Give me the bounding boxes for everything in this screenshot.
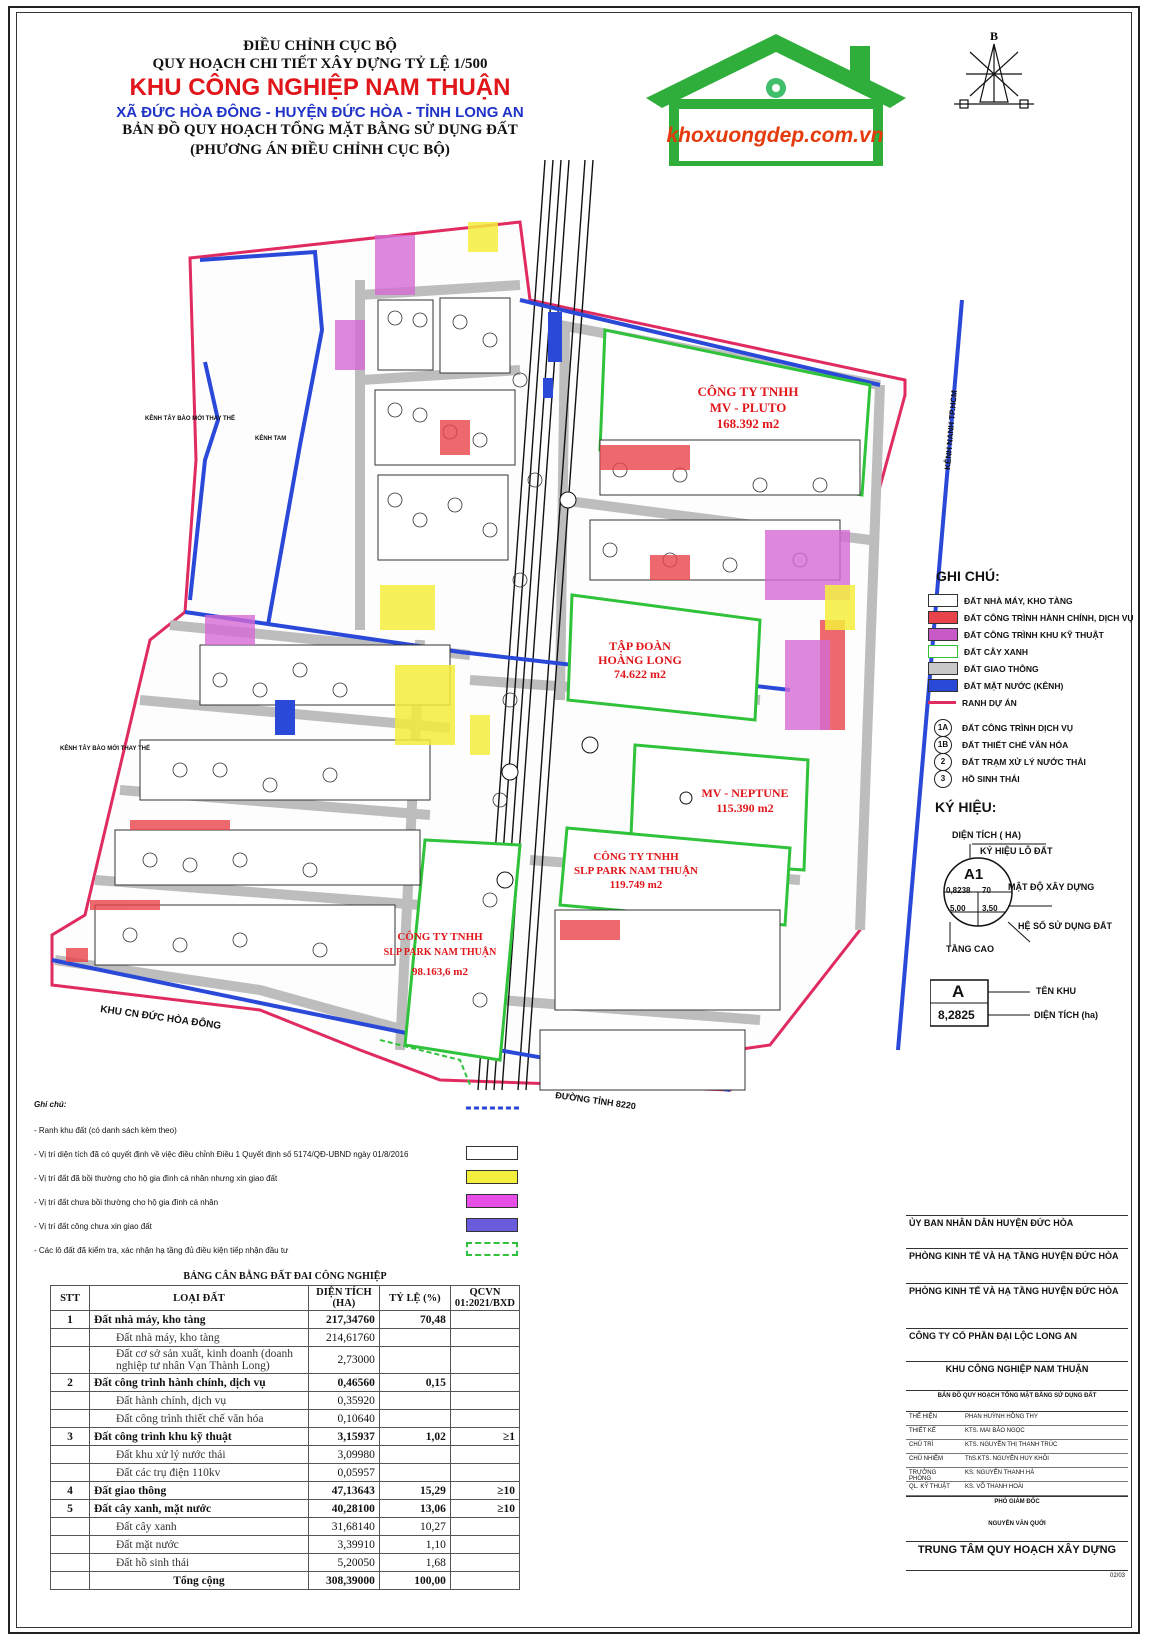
- row-ratio: 15,29: [379, 1482, 450, 1500]
- row-ratio: 13,06: [379, 1500, 450, 1518]
- review-org-2: PHÒNG KINH TẾ VÀ HẠ TẦNG HUYỆN ĐỨC HÒA: [909, 1286, 1119, 1296]
- row-stt: 2: [51, 1374, 90, 1392]
- row-stt: [51, 1572, 90, 1590]
- kyhieu-density-value: 70: [982, 886, 991, 895]
- table-row: [51, 1464, 520, 1482]
- kyhieu-area-label: DIỆN TÍCH ( HA): [952, 830, 1021, 840]
- agency-name: TRUNG TÂM QUY HOẠCH XÂY DỰNG: [917, 1544, 1117, 1556]
- director-name: NGUYỄN VĂN QUỚI: [988, 1521, 1046, 1527]
- signature-role: THIẾT KẾ: [906, 1426, 962, 1440]
- title-line-1: ĐIỀU CHỈNH CỤC BỘ: [243, 38, 397, 54]
- legend-symbol: 3 HỒ SINH THÁI: [928, 770, 1138, 787]
- row-stt: 4: [51, 1482, 90, 1500]
- table-header: QCVN 01:2021/BXD: [450, 1286, 519, 1311]
- table-row: [51, 1554, 520, 1572]
- row-stt: [51, 1518, 90, 1536]
- row-ratio: [379, 1446, 450, 1464]
- note-item: - Các lô đất đã kiểm tra, xác nhận hạ tầng đủ điều kiện tiếp nhận đầu tư: [34, 1246, 289, 1255]
- table-row: [51, 1536, 520, 1554]
- row-qcvn: [450, 1329, 519, 1347]
- parcel-3-sub: MV - NEPTUNE: [701, 786, 789, 800]
- review-org-1: PHÒNG KINH TẾ VÀ HẠ TẦNG HUYỆN ĐỨC HÒA: [909, 1251, 1119, 1261]
- legend-item: ĐẤT CÂY XANH: [928, 643, 1138, 660]
- row-area: 47,13643: [308, 1482, 379, 1500]
- project-title: KHU CÔNG NGHIỆP NAM THUẬN: [129, 74, 511, 101]
- kyhieu-density-label: MẬT ĐỘ XÂY DỰNG: [1008, 882, 1095, 892]
- kyhieu-lot-code: A1: [964, 866, 984, 883]
- signature-person: KS. NGUYỄN THANH HÀ: [962, 1468, 1128, 1482]
- table-caption: BẢNG CÂN BẰNG ĐẤT ĐAI CÔNG NGHIỆP: [183, 1271, 387, 1282]
- legend: [928, 568, 1138, 787]
- note-swatch: [466, 1194, 518, 1208]
- table-header: TỶ LỆ (%): [379, 1286, 450, 1311]
- row-area: 31,68140: [308, 1518, 379, 1536]
- table-row: [51, 1392, 520, 1410]
- kyhieu-area-value: 0,8238: [946, 886, 971, 895]
- legend-item: ĐẤT CÔNG TRÌNH HÀNH CHÍNH, DỊCH VỤ: [928, 609, 1138, 626]
- row-stt: [51, 1410, 90, 1428]
- table-row: [51, 1572, 520, 1590]
- row-area: 0,10640: [308, 1410, 379, 1428]
- legend-item: ĐẤT GIAO THÔNG: [928, 660, 1138, 677]
- kyhieu-far-label: HỆ SỐ SỬ DỤNG ĐẤT: [1018, 921, 1112, 931]
- canal-left-label-2: KÊNH TÂY BÀO MỚI THAY THẾ: [60, 746, 151, 752]
- sheet-number: 02/03: [1109, 1573, 1125, 1579]
- row-stt: [51, 1554, 90, 1572]
- row-name: Đất mặt nước: [90, 1536, 309, 1554]
- note-swatch: [466, 1218, 518, 1232]
- row-ratio: 100,00: [379, 1572, 450, 1590]
- row-area: 5,20050: [308, 1554, 379, 1572]
- zone-area-label: DIỆN TÍCH (ha): [1034, 1010, 1098, 1020]
- table-header: LOẠI ĐẤT: [90, 1286, 309, 1311]
- zone-code: A: [952, 982, 965, 1001]
- parcel-4-name: CÔNG TY TNHH: [593, 851, 679, 863]
- row-stt: [51, 1347, 90, 1374]
- note-item: - Vị trí đất đã bồi thường cho hộ gia đình cá nhân nhưng xin giao đất: [34, 1174, 278, 1183]
- watermark-text: khoxuongdep.com.vn: [666, 124, 884, 147]
- note-swatch: [466, 1146, 518, 1160]
- signature-person: ThS.KTS. NGUYỄN HUY KHÔI: [962, 1454, 1128, 1468]
- row-area: 40,28100: [308, 1500, 379, 1518]
- table-row: [51, 1428, 520, 1446]
- signature-role: TRƯỞNG PHÒNG: [906, 1468, 962, 1482]
- legend-symbol: 1A ĐẤT CÔNG TRÌNH DỊCH VỤ: [928, 719, 1138, 736]
- row-name: Đất hồ sinh thái: [90, 1554, 309, 1572]
- row-ratio: [379, 1347, 450, 1374]
- row-name: Đất nhà máy, kho tàng: [90, 1311, 309, 1329]
- row-area: 0,05957: [308, 1464, 379, 1482]
- table-row: [51, 1500, 520, 1518]
- row-ratio: 1,10: [379, 1536, 450, 1554]
- table-row: [51, 1410, 520, 1428]
- row-stt: [51, 1536, 90, 1554]
- row-qcvn: ≥1: [450, 1428, 519, 1446]
- legend-item: ĐẤT MẶT NƯỚC (KÊNH): [928, 677, 1138, 694]
- tb-drawing: BẢN ĐỒ QUY HOẠCH TỔNG MẶT BẰNG SỬ DỤNG ĐẤT: [937, 1393, 1097, 1399]
- row-name: Đất công trình hành chính, dịch vụ: [90, 1374, 309, 1392]
- legend-title: GHI CHÚ:: [936, 568, 1000, 584]
- row-stt: [51, 1329, 90, 1347]
- row-ratio: [379, 1392, 450, 1410]
- right-canal-label: KÊNH NANH TP.HCM: [943, 389, 959, 471]
- canal-left-label-1: KÊNH TÂY BÀO MỚI THAY THẾ: [145, 416, 236, 422]
- kyhieu-floors-label: TẦNG CAO: [946, 944, 994, 954]
- title-line-2: QUY HOẠCH CHI TIẾT XÂY DỰNG TỶ LỆ 1/500: [152, 56, 488, 72]
- row-name: Đất nhà máy, kho tàng: [90, 1329, 309, 1347]
- kyhieu-title: KÝ HIỆU:: [935, 799, 997, 815]
- row-name: Tổng cộng: [90, 1572, 309, 1590]
- row-area: 0,46560: [308, 1374, 379, 1392]
- note-item: - Vị trí đất chưa bồi thường cho hộ gia đình cá nhân: [34, 1198, 219, 1207]
- note-item: - Ranh khu đất (có danh sách kèm theo): [34, 1126, 177, 1135]
- row-name: Đất cây xanh: [90, 1518, 309, 1536]
- note-item: - Vị trí diện tích đã có quyết định về việc điều chỉnh Điều 1 Quyết định số 5174/QĐ-UBND ngày 01/8/2016: [34, 1150, 409, 1159]
- map-title: BẢN ĐỒ QUY HOẠCH TỔNG MẶT BẰNG SỬ DỤNG ĐẤT: [122, 122, 518, 138]
- signature-person: KS. VÕ THANH HOÀI: [962, 1482, 1128, 1496]
- canal-mid-label: KÊNH TAM: [255, 436, 287, 442]
- director-title: PHÓ GIÁM ĐỐC: [994, 1499, 1040, 1505]
- row-name: Đất công trình khu kỹ thuật: [90, 1428, 309, 1446]
- map-subtitle: (PHƯƠNG ÁN ĐIỀU CHỈNH CỤC BỘ): [190, 142, 450, 158]
- investor: CÔNG TY CỔ PHẦN ĐẠI LỘC LONG AN: [909, 1331, 1078, 1341]
- row-qcvn: [450, 1311, 519, 1329]
- kyhieu-lot-label: KÝ HIỆU LÔ ĐẤT: [980, 846, 1053, 856]
- row-stt: 1: [51, 1311, 90, 1329]
- legend-symbol: 2 ĐẤT TRẠM XỬ LÝ NƯỚC THẢI: [928, 753, 1138, 770]
- row-ratio: [379, 1329, 450, 1347]
- parcel-2-area: 74.622 m2: [614, 667, 666, 681]
- kyhieu-far-value: 3,50: [982, 904, 998, 913]
- row-ratio: 1,02: [379, 1428, 450, 1446]
- row-qcvn: [450, 1572, 519, 1590]
- row-ratio: [379, 1410, 450, 1428]
- parcel-5-name: CÔNG TY TNHH: [397, 931, 483, 943]
- table-row: [51, 1446, 520, 1464]
- row-stt: [51, 1446, 90, 1464]
- table-row: [51, 1311, 520, 1329]
- signature-role: QL. KỸ THUẬT: [906, 1482, 962, 1496]
- row-qcvn: [450, 1518, 519, 1536]
- table-header: STT: [51, 1286, 90, 1311]
- row-ratio: 0,15: [379, 1374, 450, 1392]
- row-name: Đất khu xử lý nước thải: [90, 1446, 309, 1464]
- legend-symbol: 1B ĐẤT THIẾT CHẾ VĂN HÓA: [928, 736, 1138, 753]
- row-qcvn: [450, 1392, 519, 1410]
- row-ratio: 70,48: [379, 1311, 450, 1329]
- legend-item: RANH DỰ ÁN: [928, 694, 1138, 711]
- signature-role: CHỦ NHIỆM: [906, 1454, 962, 1468]
- row-name: Đất giao thông: [90, 1482, 309, 1500]
- row-stt: 5: [51, 1500, 90, 1518]
- row-stt: 3: [51, 1428, 90, 1446]
- approve-org: ỦY BAN NHÂN DÂN HUYỆN ĐỨC HÒA: [909, 1218, 1074, 1228]
- parcel-1-name: CÔNG TY TNHH: [697, 384, 799, 399]
- table-row: [51, 1329, 520, 1347]
- row-area: 3,15937: [308, 1428, 379, 1446]
- row-qcvn: ≥10: [450, 1482, 519, 1500]
- row-area: 217,34760: [308, 1311, 379, 1329]
- row-name: Đất hành chính, dịch vụ: [90, 1392, 309, 1410]
- row-name: Đất các trụ điện 110kv: [90, 1464, 309, 1482]
- svg-text:B: B: [990, 29, 999, 43]
- title-block: [906, 1215, 1128, 1587]
- signature-person: KTS. MAI BẢO NGỌC: [962, 1426, 1128, 1440]
- land-balance-table: [50, 1268, 520, 1590]
- row-stt: [51, 1464, 90, 1482]
- row-area: 0,35920: [308, 1392, 379, 1410]
- row-area: 308,39000: [308, 1572, 379, 1590]
- road-8220-label: ĐƯỜNG TỈNH 8220: [554, 1090, 637, 1112]
- row-qcvn: ≥10: [450, 1500, 519, 1518]
- parcel-4-sub: SLP PARK NAM THUẬN: [574, 865, 698, 877]
- notes-title: Ghi chú:: [34, 1100, 67, 1109]
- parcel-2-sub: HOÀNG LONG: [598, 653, 682, 667]
- row-qcvn: [450, 1554, 519, 1572]
- signature-person: PHAN HUỲNH HỒNG THY: [962, 1412, 1128, 1426]
- parcel-4-area: 119.749 m2: [609, 879, 663, 891]
- row-name: Đất cây xanh, mặt nước: [90, 1500, 309, 1518]
- kyhieu-floor-value: 5,00: [950, 904, 966, 913]
- row-qcvn: [450, 1410, 519, 1428]
- parcel-2-name: TẬP ĐOÀN: [609, 639, 671, 653]
- parcel-1-area: 168.392 m2: [716, 416, 780, 431]
- zone-label: TÊN KHU: [1036, 986, 1076, 996]
- row-name: Đất cơ sở sản xuất, kinh doanh (doanh nghiệp tư nhân Vạn Thành Long): [90, 1347, 309, 1374]
- parcel-1-sub: MV - PLUTO: [709, 400, 787, 415]
- row-qcvn: [450, 1446, 519, 1464]
- table-row: [51, 1347, 520, 1374]
- parcel-5-area: 98.163,6 m2: [412, 966, 468, 978]
- tb-project: KHU CÔNG NGHIỆP NAM THUẬN: [945, 1364, 1089, 1374]
- legend-item: ĐẤT CÔNG TRÌNH KHU KỸ THUẬT: [928, 626, 1138, 643]
- row-ratio: 1,68: [379, 1554, 450, 1572]
- note-swatch: [466, 1242, 518, 1256]
- row-stt: [51, 1392, 90, 1410]
- row-area: 3,09980: [308, 1446, 379, 1464]
- row-name: Đất công trình thiết chế văn hóa: [90, 1410, 309, 1428]
- row-ratio: 10,27: [379, 1518, 450, 1536]
- row-area: 214,61760: [308, 1329, 379, 1347]
- row-area: 3,39910: [308, 1536, 379, 1554]
- note-item: - Vị trí đất công chưa xin giao đất: [34, 1222, 152, 1231]
- parcel-5-sub: SLP PARK NAM THUẬN: [383, 947, 497, 958]
- row-ratio: [379, 1464, 450, 1482]
- parcel-3-area: 115.390 m2: [716, 801, 774, 815]
- signature-person: KTS. NGUYỄN THỊ THANH TRÚC: [962, 1440, 1128, 1454]
- signature-role: CHỦ TRÌ: [906, 1440, 962, 1454]
- table-row: [51, 1374, 520, 1392]
- location-title: XÃ ĐỨC HÒA ĐÔNG - HUYỆN ĐỨC HÒA - TỈNH LONG AN: [116, 104, 524, 121]
- row-area: 2,73000: [308, 1347, 379, 1374]
- signature-role: THỂ HIỆN: [906, 1412, 962, 1426]
- table-header: DIỆN TÍCH (HA): [308, 1286, 379, 1311]
- table-row: [51, 1518, 520, 1536]
- left-industrial-zone-label: KHU CN ĐỨC HÒA ĐÔNG: [99, 1004, 222, 1032]
- row-qcvn: [450, 1536, 519, 1554]
- table-row: [51, 1482, 520, 1500]
- row-qcvn: [450, 1347, 519, 1374]
- signature-grid: [906, 1411, 1128, 1496]
- row-qcvn: [450, 1374, 519, 1392]
- zone-area: 8,2825: [938, 1008, 975, 1022]
- legend-item: ĐẤT NHÀ MÁY, KHO TÀNG: [928, 592, 1138, 609]
- note-swatch: [466, 1170, 518, 1184]
- row-qcvn: [450, 1464, 519, 1482]
